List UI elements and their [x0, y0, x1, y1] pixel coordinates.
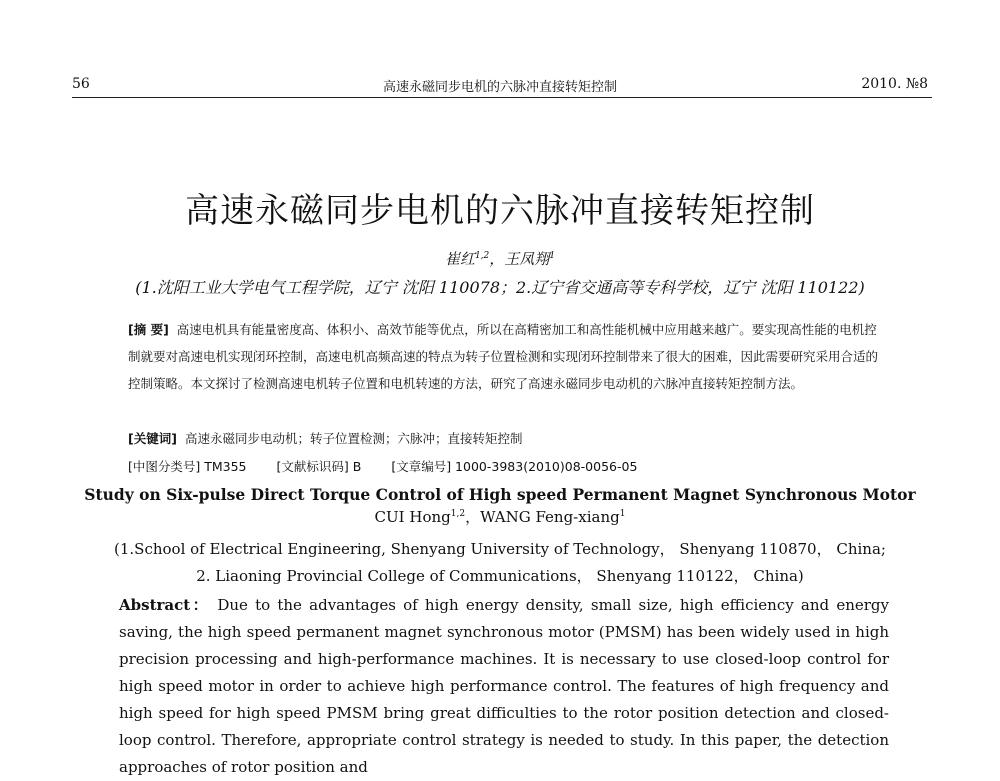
author-1-en-sup: 1,2	[450, 509, 466, 519]
running-title: 高速永磁同步电机的六脉冲直接转矩控制	[382, 80, 617, 95]
authors-cn	[0, 248, 1000, 269]
author-separator-en: ，	[465, 508, 481, 526]
keywords-cn-text: 高速永磁同步电动机；转子位置检测；六脉冲；直接转矩控制	[184, 431, 523, 446]
author-2-en-sup: 1	[619, 509, 626, 519]
author-1-cn-sup: 1,2	[474, 251, 490, 261]
header-rule	[72, 97, 932, 98]
abstract-en-label: Abstract：	[119, 596, 211, 614]
article-number: [文章编号] 1000-3983(2010)08-0056-05	[391, 459, 638, 474]
clc-number: [中图分类号] TM355	[128, 459, 247, 474]
document-code: [文献标识码] B	[276, 459, 362, 474]
author-1-cn: 崔红	[444, 250, 475, 268]
author-1-en: CUI Hong	[374, 508, 451, 526]
classification-cn	[128, 453, 888, 480]
abstract-en-text: Due to the advantages of high energy density, small size, high efficiency and energy saving, the high speed permanent magnet synchronous motor (PMSM) has been widely used in high precision processing and high-performance machines. It is necessary to use closed-loop control for high speed motor in order to achieve high performance control. The features of high frequency and high speed for high speed PMSM bring great difficulties to the rotor position detection and closed-loop control. Therefore, appropriate control strategy is needed to study. In this paper, the detection approaches of rotor position and	[119, 596, 889, 776]
abstract-cn-label: [摘 要]	[128, 322, 169, 337]
affiliation-en-line-1: (1.School of Electrical Engineering, Shenyang University of Technology， Shenyang 110870， China;	[114, 540, 886, 558]
paper-title-en: Study on Six-pulse Direct Torque Control of High speed Permanent Magnet Synchronous Motor	[84, 485, 916, 504]
abstract-en	[119, 592, 889, 781]
author-separator-cn: ，	[489, 250, 505, 268]
affiliation-en-line-2: 2. Liaoning Provincial College of Communications， Shenyang 110122， China)	[196, 567, 804, 585]
page-header	[72, 76, 928, 98]
author-2-en: WANG Feng-xiang	[480, 508, 620, 526]
authors-en	[0, 506, 1000, 527]
keywords-cn-label: [关键词]	[128, 431, 177, 446]
affiliation-cn: (1.沈阳工业大学电气工程学院，辽宁 沈阳 110078；2.辽宁省交通高等专科学校，辽宁 沈阳 110122)	[135, 278, 865, 297]
issue-number: 2010. №8	[861, 76, 928, 92]
author-2-cn-sup: 1	[549, 251, 556, 261]
author-2-cn: 王凤翔	[504, 250, 550, 268]
abstract-cn	[128, 316, 888, 397]
keywords-cn	[128, 425, 888, 452]
abstract-cn-text: 高速电机具有能量密度高、体积小、高效节能等优点，所以在高精密加工和高性能机械中应用越来越广。要实现高性能的电机控制就要对高速电机实现闭环控制，高速电机高频高速的特点为转子位置检测和实现闭环控制带来了很大的困难，因此需要研究采用合适的控制策略。本文探讨了检测高速电机转子位置和电机转速的方法，研究了高速永磁同步电动机的六脉冲直接转矩控制方法。	[128, 322, 879, 391]
page-number: 56	[72, 76, 90, 92]
paper-title-cn: 高速永磁同步电机的六脉冲直接转矩控制	[185, 191, 815, 231]
